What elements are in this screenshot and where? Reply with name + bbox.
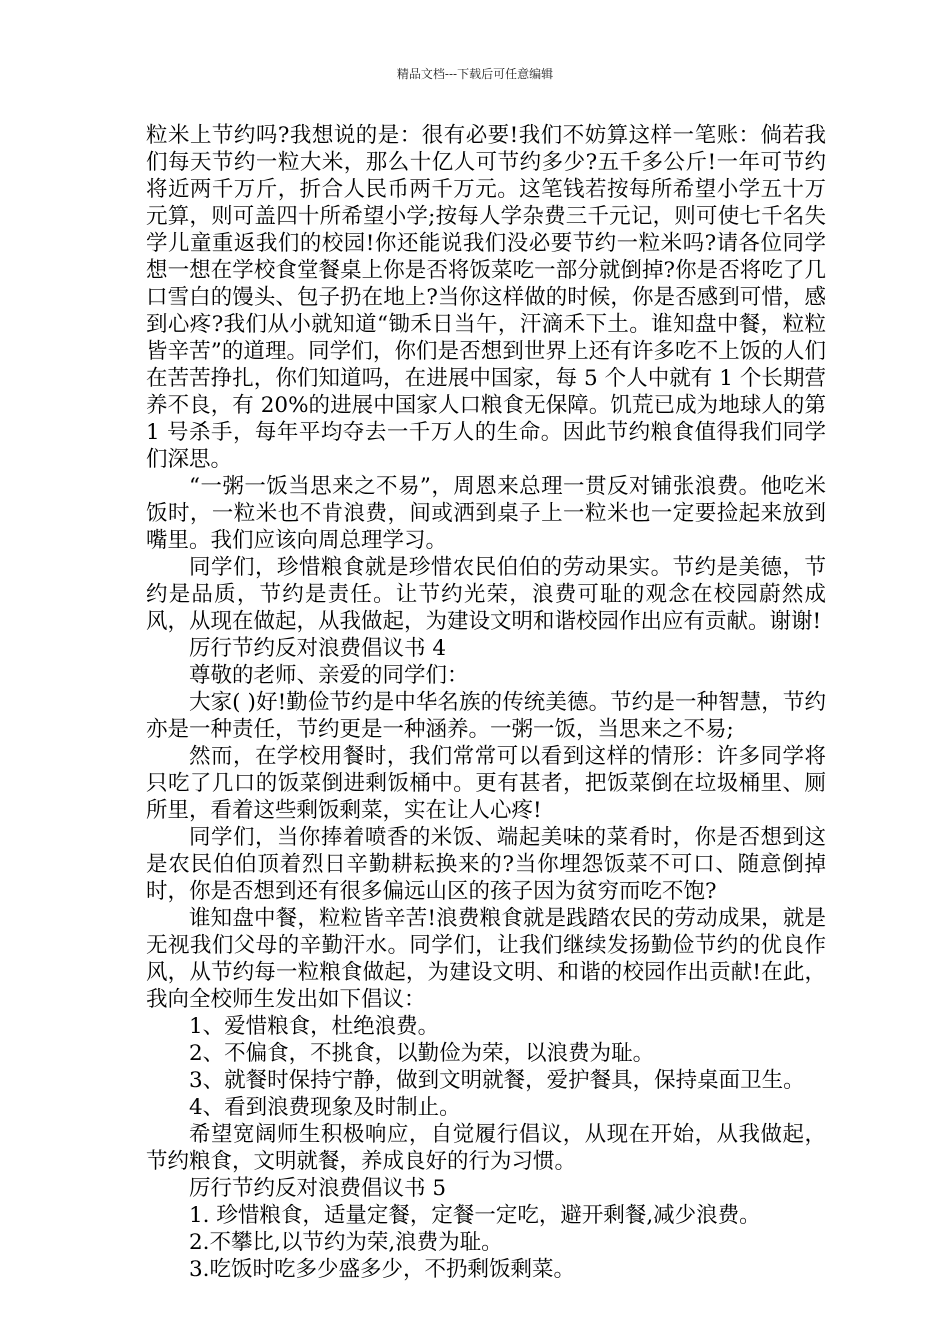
- paragraph: “一粥一饭当思来之不易”，周恩来总理一贯反对铺张浪费。他吃米饭时，一粒米也不肯浪费，间或洒到桌子上一粒米也一定要捡起来放到嘴里。我们应该向周总理学习。: [146, 474, 826, 553]
- paragraph: 同学们，当你捧着喷香的米饭、端起美味的菜肴时，你是否想到这是农民伯伯顶着烈日辛勤耕耘换来的?当你埋怨饭菜不可口、随意倒掉时，你是否想到还有很多偏远山区的孩子因为贫穷而吃不饱?: [146, 825, 826, 904]
- paragraph: 粒米上节约吗?我想说的是：很有必要!我们不妨算这样一笔账：倘若我们每天节约一粒大米，那么十亿人可节约多少?五千多公斤!一年可节约将近两千万斤，折合人民币两千万元。这笔钱若按每所希望小学五十万元算，则可盖四十所希望小学;按每人学杂费三千元记，则可使七千名失学儿童重返我们的校园!你还能说我们没必要节约一粒米吗?请各位同学想一想在学校食堂餐桌上你是否将饭菜吃一部分就倒掉?你是否将吃了几口雪白的馒头、包子扔在地上?当你这样做的时候，你是否感到可惜，感到心疼?我们从小就知道“锄禾日当午，汗滴禾下土。谁知盘中餐，粒粒皆辛苦”的道理。同学们，你们是否想到世界上还有许多吃不上饭的人们在苦苦挣扎，你们知道吗，在进展中国家，每 5 个人中就有 1 个长期营养不良，有 20%的进展中国家人口粮食无保障。饥荒已成为地球人的第 1 号杀手，每年平均夺去一千万人的生命。因此节约粮食值得我们同学们深思。: [146, 123, 826, 472]
- list-item: 1、爱惜粮食，杜绝浪费。: [189, 1014, 440, 1039]
- paragraph: 大家( )好!勤俭节约是中华名族的传统美德。节约是一种智慧，节约亦是一种责任，节约更是一种涵养。一粥一饭，当思来之不易;: [146, 690, 826, 742]
- section-heading: 厉行节约反对浪费倡议书 5: [189, 1176, 447, 1201]
- page-header: 精品文档---下载后可任意编辑: [396, 67, 554, 81]
- list-item: 2.不攀比,以节约为荣,浪费为耻。: [189, 1230, 503, 1255]
- salutation: 尊敬的老师、亲爱的同学们：: [189, 663, 469, 688]
- list-item: 2、不偏食，不挑食，以勤俭为荣，以浪费为耻。: [189, 1041, 655, 1066]
- section-heading: 厉行节约反对浪费倡议书 4: [189, 636, 447, 661]
- paragraph: 同学们，珍惜粮食就是珍惜农民伯伯的劳动果实。节约是美德，节约是品质，节约是责任。让节约光荣，浪费可耻的观念在校园蔚然成风，从现在做起，从我做起，为建设文明和谐校园作出应有贡献。谢谢!: [146, 555, 826, 634]
- document-body: [146, 122, 826, 1283]
- paragraph: 希望宽阔师生积极响应，自觉履行倡议，从现在开始，从我做起，节约粮食，文明就餐，养成良好的行为习惯。: [146, 1122, 826, 1174]
- list-item: 3、就餐时保持宁静，做到文明就餐，爱护餐具，保持桌面卫生。: [189, 1068, 805, 1093]
- list-item: 3.吃饭时吃多少盛多少，不扔剩饭剩菜。: [189, 1257, 576, 1282]
- list-item: 4、看到浪费现象及时制止。: [189, 1095, 461, 1120]
- paragraph: 谁知盘中餐，粒粒皆辛苦!浪费粮食就是践踏农民的劳动成果，就是无视我们父母的辛勤汗水。同学们，让我们继续发扬勤俭节约的优良作风，从节约每一粒粮食做起，为建设文明、和谐的校园作出贡献!在此，我向全校师生发出如下倡议：: [146, 906, 826, 1012]
- paragraph: 然而，在学校用餐时，我们常常可以看到这样的情形：许多同学将只吃了几口的饭菜倒进剩饭桶中。更有甚者，把饭菜倒在垃圾桶里、厕所里，看着这些剩饭剩菜，实在让人心疼!: [146, 744, 826, 823]
- list-item: 1. 珍惜粮食，适量定餐，定餐一定吃，避开剩餐,减少浪费。: [189, 1203, 761, 1228]
